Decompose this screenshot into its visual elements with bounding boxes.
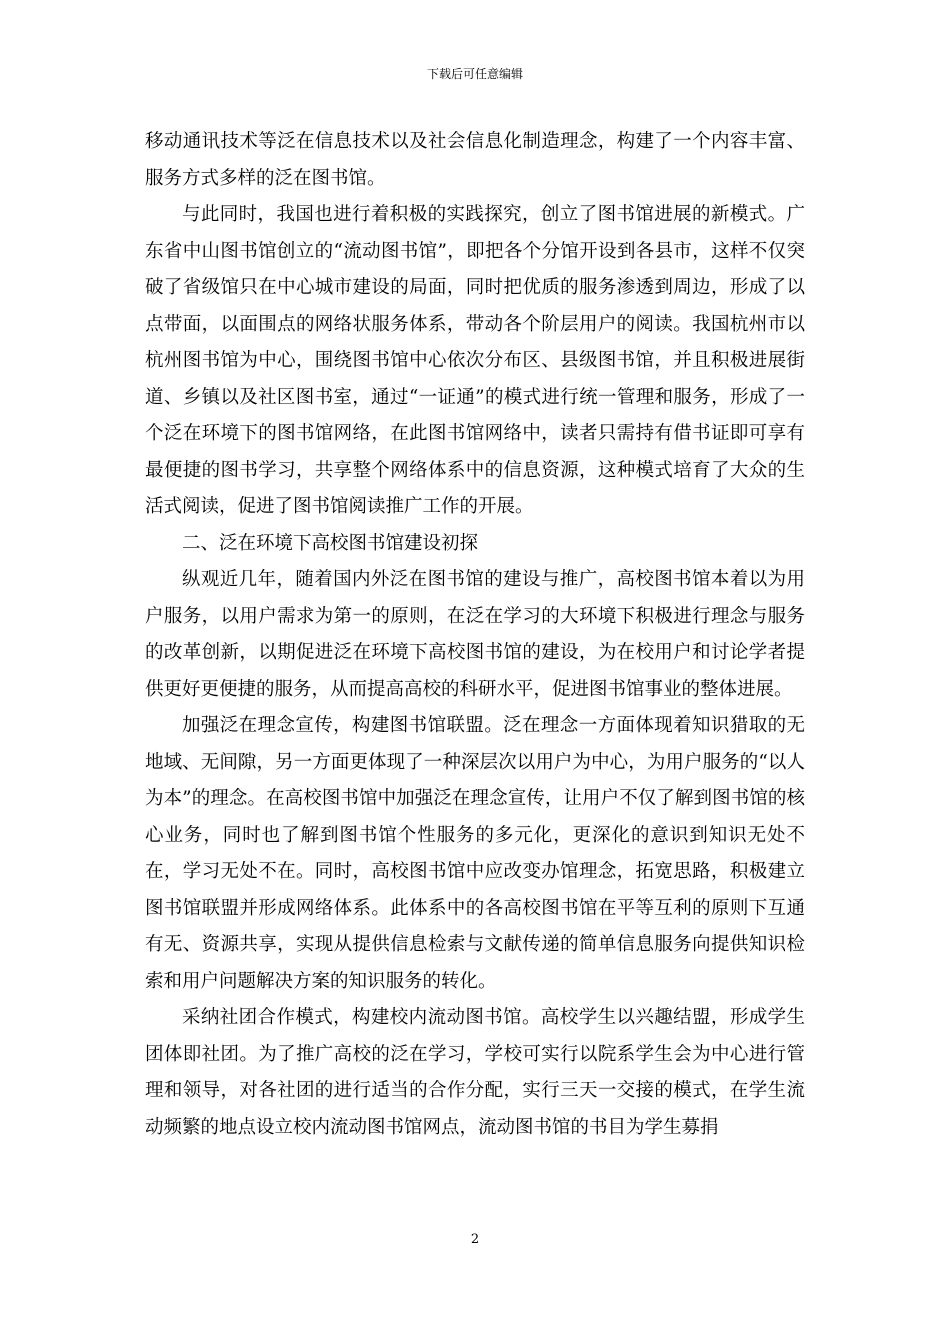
paragraph-4: 加强泛在理念宣传，构建图书馆联盟。泛在理念一方面体现着知识猎取的无地域、无间隙，另一方面更体现了一种深层次以用户为中心，为用户服务的“以人为本”的理念。在高校图书馆中加强泛在理念宣传，让用户不仅了解到图书馆的核心业务，同时也了解到图书馆个性服务的多元化，更深化的意识到知识无处不在，学习无处不在。同时，高校图书馆中应改变办馆理念，拓宽思路，积极建立图书馆联盟并形成网络体系。此体系中的各高校图书馆在平等互利的原则下互通有无、资源共享，实现从提供信息检索与文献传递的简单信息服务向提供知识检索和用户问题解决方案的知识服务的转化。 [145, 715, 805, 992]
paragraph-2: 与此同时，我国也进行着积极的实践探究，创立了图书馆进展的新模式。广东省中山图书馆创立的“流动图书馆”，即把各个分馆开设到各县市，这样不仅突破了省级馆只在中心城市建设的局面，同时把优质的服务渗透到周边，形成了以点带面，以面围点的网络状服务体系，带动各个阶层用户的阅读。我国杭州市以杭州图书馆为中心，围绕图书馆中心依次分布区、县级图书馆，并且积极进展街道、乡镇以及社区图书室，通过“一证通”的模式进行统一管理和服务，形成了一个泛在环境下的图书馆网络，在此图书馆网络中，读者只需持有借书证即可享有最便捷的图书学习，共享整个网络体系中的信息资源，这种模式培育了大众的生活式阅读，促进了图书馆阅读推广工作的开展。 [145, 204, 805, 517]
paragraph-5: 采纳社团合作模式，构建校内流动图书馆。高校学生以兴趣结盟，形成学生团体即社团。为了推广高校的泛在学习，学校可实行以院系学生会为中心进行管理和领导，对各社团的进行适当的合作分配，实行三天一交接的模式，在学生流动频繁的地点设立校内流动图书馆网点，流动图书馆的书目为学生募捐 [145, 1007, 805, 1138]
page-header: 下载后可任意编辑 [426, 67, 523, 81]
page-number: 2 [470, 1232, 480, 1247]
paragraph-1: 移动通讯技术等泛在信息技术以及社会信息化制造理念，构建了一个内容丰富、服务方式多样的泛在图书馆。 [145, 131, 805, 189]
document-body [145, 124, 805, 1146]
section-heading: 二、泛在环境下高校图书馆建设初探 [182, 532, 479, 554]
paragraph-3: 纵观近几年，随着国内外泛在图书馆的建设与推广，高校图书馆本着以为用户服务，以用户需求为第一的原则，在泛在学习的大环境下积极进行理念与服务的改革创新，以期促进泛在环境下高校图书馆的建设，为在校用户和讨论学者提供更好更便捷的服务，从而提高高校的科研水平，促进图书馆事业的整体进展。 [145, 569, 805, 700]
